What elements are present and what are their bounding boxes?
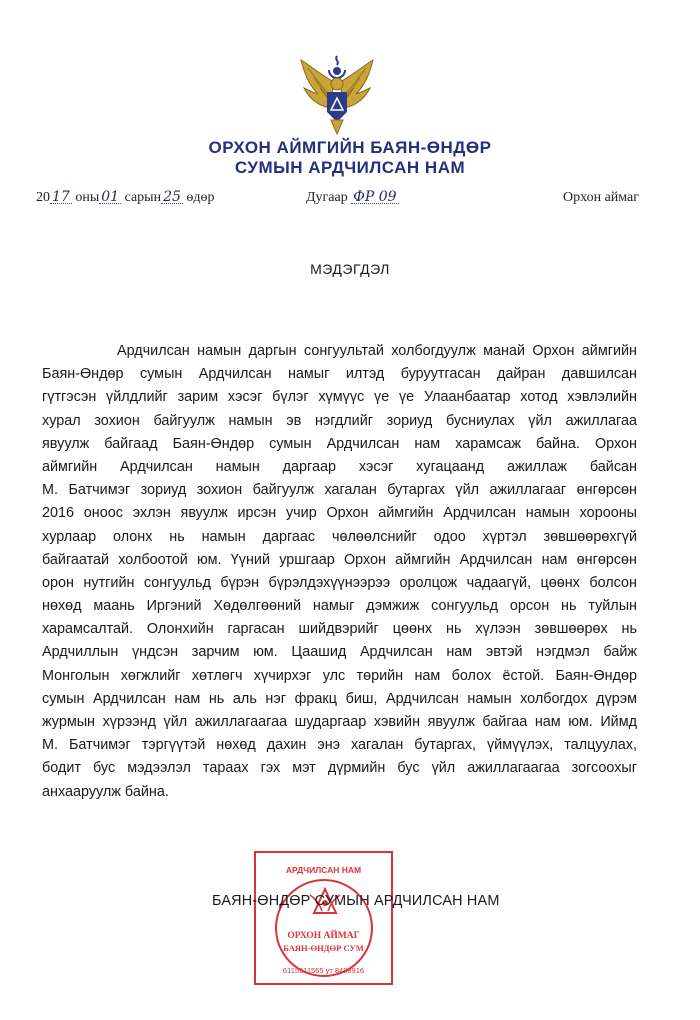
body-line: нөхөд маань Иргэний Хөдөлгөөний намыг дэмжиж сонгуульд орсон нь туйлын [42,598,637,615]
stamp-phone: 6115211565 ут 8488916 [282,966,365,975]
document-title: МЭДЭГДЭЛ [310,261,390,277]
body-line: бодит бус мэдээлэл тараах гэх мэт дүрмийн бус үйл ажиллагаагаа зогсоохыг [42,760,637,777]
body-line: сумын Ардчилсан нам нь аль нэг фракц биш, Ардчилсан намын холбогдох дүрэм [42,690,637,707]
body-line: гүтгэсэн үйлдлийг зарим хэсэг бүлэг хүмүүс үе үе Улаанбаатар хотод хэвлэлийн [42,389,637,406]
body-line: явуулж байгаад Баян-Өндөр сумын Ардчилсан нам харамсаж байна. Орхон [42,435,637,452]
stamp-top-text: АРДЧИЛСАН НАМ [285,865,362,875]
signature-organization: БАЯН-ӨНДӨР СУМЫН АРДЧИЛСАН НАМ [212,893,500,909]
stamp-line2: БАЯН-ӨНДӨР СУМ [283,943,364,953]
body-line: Ардчилсан намын даргын сонгуультай холбогдуулж манай Орхон аймгийн [117,343,637,359]
day-suffix: өдөр [182,190,215,205]
body-line: журмын хүрээнд үйл ажиллагаагаа шударгаар хэвийн явуулж байгаа нам юм. Иймд [42,714,637,730]
document-place: Орхон аймаг [563,190,639,205]
day-handwritten: 25 [163,189,181,205]
document-body [42,340,637,804]
number-handwritten: ФР 09 [351,191,399,204]
body-line: хурлаар олонх нь намын даргаас чөлөөлснийг одоо хүртэл зөвшөөрөхгүй [42,528,637,545]
soyombo-eagle-emblem-icon [298,54,376,136]
month-suffix: сарын [121,190,162,205]
body-line: харамсалтай. Олонхийн гаргасан шийдвэрийг цөөнх нь хүлээн зөвшөөрөх нь [42,621,637,638]
body-line: Баян-Өндөр сумын Ардчилсан намыг илтэд буруутгасан дайран давшилсан [42,366,637,383]
document-date [36,190,215,206]
year-prefix: 20 [36,190,50,205]
year-handwritten: 17 [52,189,70,205]
body-line: М. Батчимэг тэргүүтэй нөхөд дахин энэ хагалан бутаргах, үймүүлэх, талцуулах, [42,737,637,754]
month-handwritten: 01 [101,189,120,205]
body-line: орон нутгийн сонгуульд бүрэн бүрэлдэхүүнээрээ оролцож чадаагүй, цөөнх болсон [42,574,637,591]
body-line: хурал зохион байгуулж намын эв нэгдлийг зориуд бусниулах үйл ажиллагаа [42,412,637,429]
body-line: байгаатай холбоотой юм. Үүний уршгаар Орхон аймгийн Ардчилсан нам өнгөрсөн [42,551,637,568]
body-line: Монголын хөгжлийг хөтлөгч хүчирхэг улс төрийн нам болох ёстой. Баян-Өндөр [42,667,637,684]
body-line: 2016 оноос эхлэн явуулж ирсэн учир Орхон аймгийн Ардчилсан намын хорооны [42,505,637,522]
body-line: Ардчиллын үндсэн зарчим юм. Цаашид Ардчилсан нам эвтэй нэгдмэл байж [42,644,637,661]
number-label: Дугаар [306,190,348,205]
stamp-line1: ОРХОН АЙМАГ [287,931,360,941]
official-stamp [254,851,393,985]
org-name-line1: ОРХОН АЙМГИЙН БАЯН-ӨНДӨР [208,138,492,157]
year-suffix: оны [71,190,100,205]
document-number [306,190,399,206]
body-line: М. Батчимэг зориуд зохион байгуулж хагалан бутаргах үйл ажиллагааг өнгөрсөн [42,482,637,499]
body-line: анхааруулж байна. [42,783,169,800]
org-name-line2: СУМЫН АРДЧИЛСАН НАМ [234,158,466,177]
body-line: аймгийн Ардчилсан намын даргаар хэсэг хугацаанд ажиллаж байсан [42,458,637,475]
